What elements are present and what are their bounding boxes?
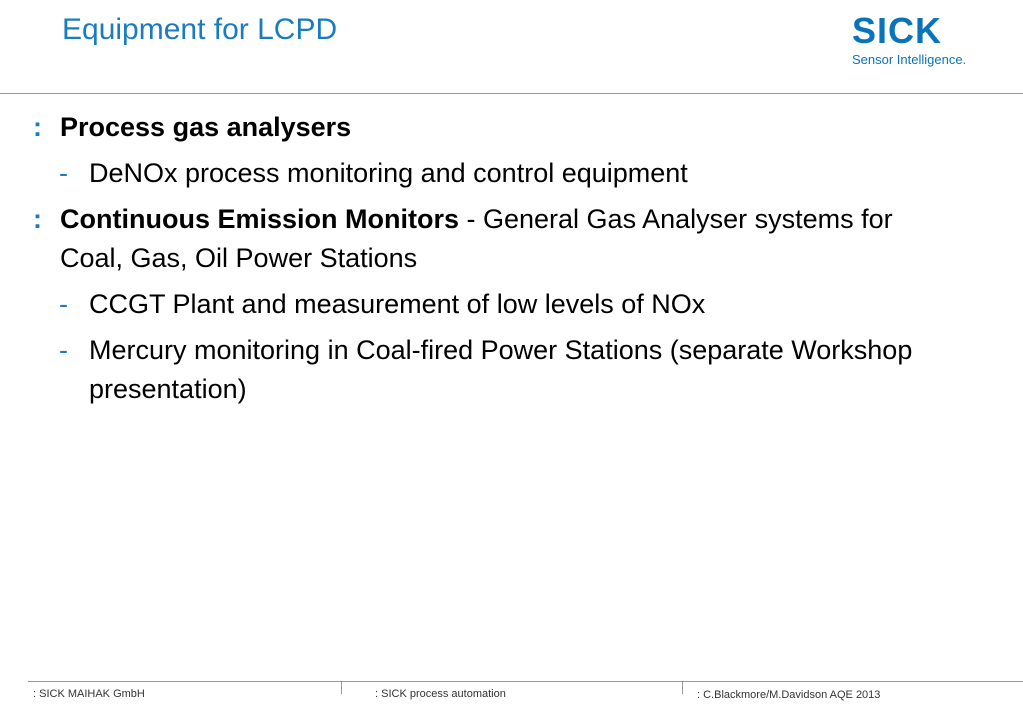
sub-bullet-marker: - bbox=[59, 335, 68, 365]
sick-logo bbox=[852, 12, 1002, 68]
header-divider bbox=[0, 93, 1023, 94]
bullet-heading: Continuous Emission Monitors bbox=[60, 204, 459, 234]
bullet-continuous-emission-monitors bbox=[0, 200, 1023, 278]
footer-authors: : C.Blackmore/M.Davidson AQE 2013 bbox=[697, 689, 881, 701]
bullet-text: - General Gas Analyser systems for Coal, Gas, Oil Power Stations bbox=[60, 204, 893, 273]
bullet-marker: : bbox=[33, 112, 42, 142]
slide-content bbox=[0, 108, 1023, 416]
bullet-marker: : bbox=[33, 204, 42, 234]
footer-division: : SICK process automation bbox=[375, 688, 506, 700]
sub-bullet-marker: - bbox=[59, 289, 68, 319]
bullet-process-gas-analysers bbox=[0, 108, 1023, 147]
logo-wordmark: SICK bbox=[852, 10, 943, 51]
sub-bullet-text: DeNOx process monitoring and control equipment bbox=[89, 158, 688, 188]
sub-bullet-mercury bbox=[0, 331, 1023, 409]
footer-divider bbox=[28, 681, 1023, 682]
sub-bullet-denox bbox=[0, 154, 1023, 193]
sub-bullet-text: CCGT Plant and measurement of low levels of NOx bbox=[89, 289, 706, 319]
slide-title: Equipment for LCPD bbox=[62, 13, 338, 46]
footer-separator bbox=[682, 681, 683, 694]
logo-tagline: Sensor Intelligence. bbox=[852, 52, 967, 67]
sub-bullet-ccgt bbox=[0, 285, 1023, 324]
footer-company: : SICK MAIHAK GmbH bbox=[33, 688, 145, 700]
sub-bullet-marker: - bbox=[59, 158, 68, 188]
sub-bullet-text: Mercury monitoring in Coal-fired Power Stations (separate Workshop presentation) bbox=[89, 335, 913, 404]
bullet-heading: Process gas analysers bbox=[60, 112, 352, 142]
footer-separator bbox=[341, 681, 342, 694]
